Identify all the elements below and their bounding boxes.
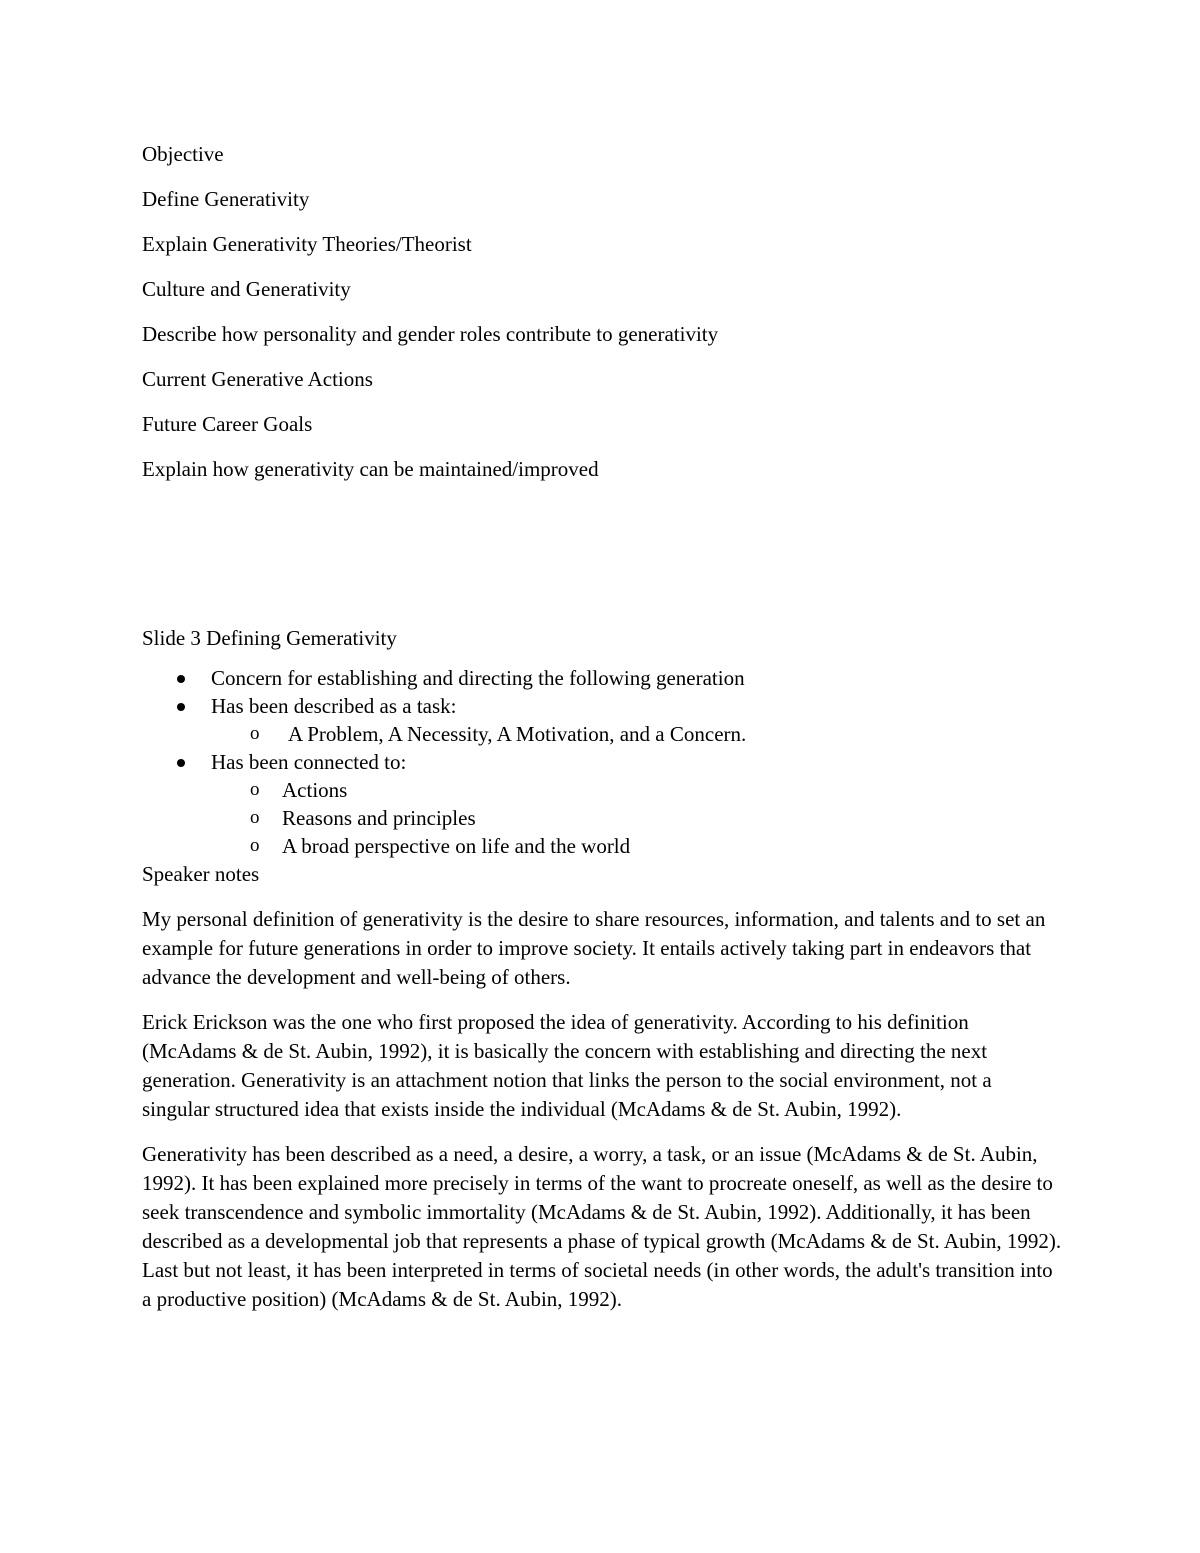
speaker-notes-paragraph: My personal definition of generativity is the desire to share resources, information, and talents and to set an example for future generations in order to improve society. It entails actively taking part in endeavors that advance the development and well-being of others. [142,907,1046,989]
bullet-item [142,664,1062,692]
bullet-text: Concern for establishing and directing the following generation [211,666,745,690]
objective-item: Current Generative Actions [142,367,373,391]
objective-item: Define Generativity [142,187,310,211]
bullet-list [142,664,1062,860]
bullet-text: Has been connected to: [211,750,407,774]
sub-bullet-item [142,776,1062,804]
sub-bullet-list [142,776,1062,860]
objective-item: Culture and Generativity [142,277,351,301]
bullet-item [142,692,1062,720]
bullet-dot-icon [177,703,185,711]
bullet-text: Has been described as a task: [211,694,457,718]
sub-bullet-list [142,720,1062,748]
bullet-dot-icon [177,675,185,683]
sub-bullet-marker: o [250,723,260,744]
speaker-notes-paragraph: Erick Erickson was the one who first proposed the idea of generativity. According to his definition (McAdams & de St. Aubin, 1992), it is basically the concern with establishing and directing the next generation. Generativity is an attachment notion that links the person to the social environment, not a singular structured idea that exists inside the individual (McAdams & de St. Aubin, 1992). [142,1010,992,1121]
objective-item: Explain how generativity can be maintained/improved [142,457,599,481]
sub-list-container [142,720,1062,748]
document-content [142,140,1062,1330]
sub-bullet-item [142,804,1062,832]
objectives-list [142,140,1062,484]
sub-bullet-item [142,832,1062,860]
speaker-notes-heading: Speaker notes [142,862,260,886]
sub-bullet-marker: o [250,835,260,856]
sub-bullet-marker: o [250,807,260,828]
sub-bullet-marker: o [250,779,260,800]
sub-bullet-text: A broad perspective on life and the world [282,834,631,858]
sub-bullet-text: A Problem, A Necessity, A Motivation, and a Concern. [288,722,747,746]
slide-title: Slide 3 Defining Gemerativity [142,626,397,650]
objective-heading: Objective [142,142,224,166]
sub-bullet-item [142,720,1062,748]
sub-bullet-text: Actions [282,778,348,802]
bullet-dot-icon [177,759,185,767]
objective-item: Explain Generativity Theories/Theorist [142,232,472,256]
sub-bullet-text: Reasons and principles [282,806,476,830]
bullet-item [142,748,1062,776]
sub-list-container [142,776,1062,860]
objective-item: Describe how personality and gender roles contribute to generativity [142,322,719,346]
objective-item: Future Career Goals [142,412,313,436]
speaker-notes-paragraph: Generativity has been described as a need, a desire, a worry, a task, or an issue (McAdams & de St. Aubin, 1992). It has been explained more precisely in terms of the want to procreate oneself, as well as the desire to seek transcendence and symbolic immortality (McAdams & de St. Aubin, 1992). Additionally, it has been described as a developmental job that represents a phase of typical growth (McAdams & de St. Aubin, 1992). Last but not least, it has been interpreted in terms of societal needs (in other words, the adult's transition into a productive position) (McAdams & de St. Aubin, 1992). [142,1142,1062,1311]
